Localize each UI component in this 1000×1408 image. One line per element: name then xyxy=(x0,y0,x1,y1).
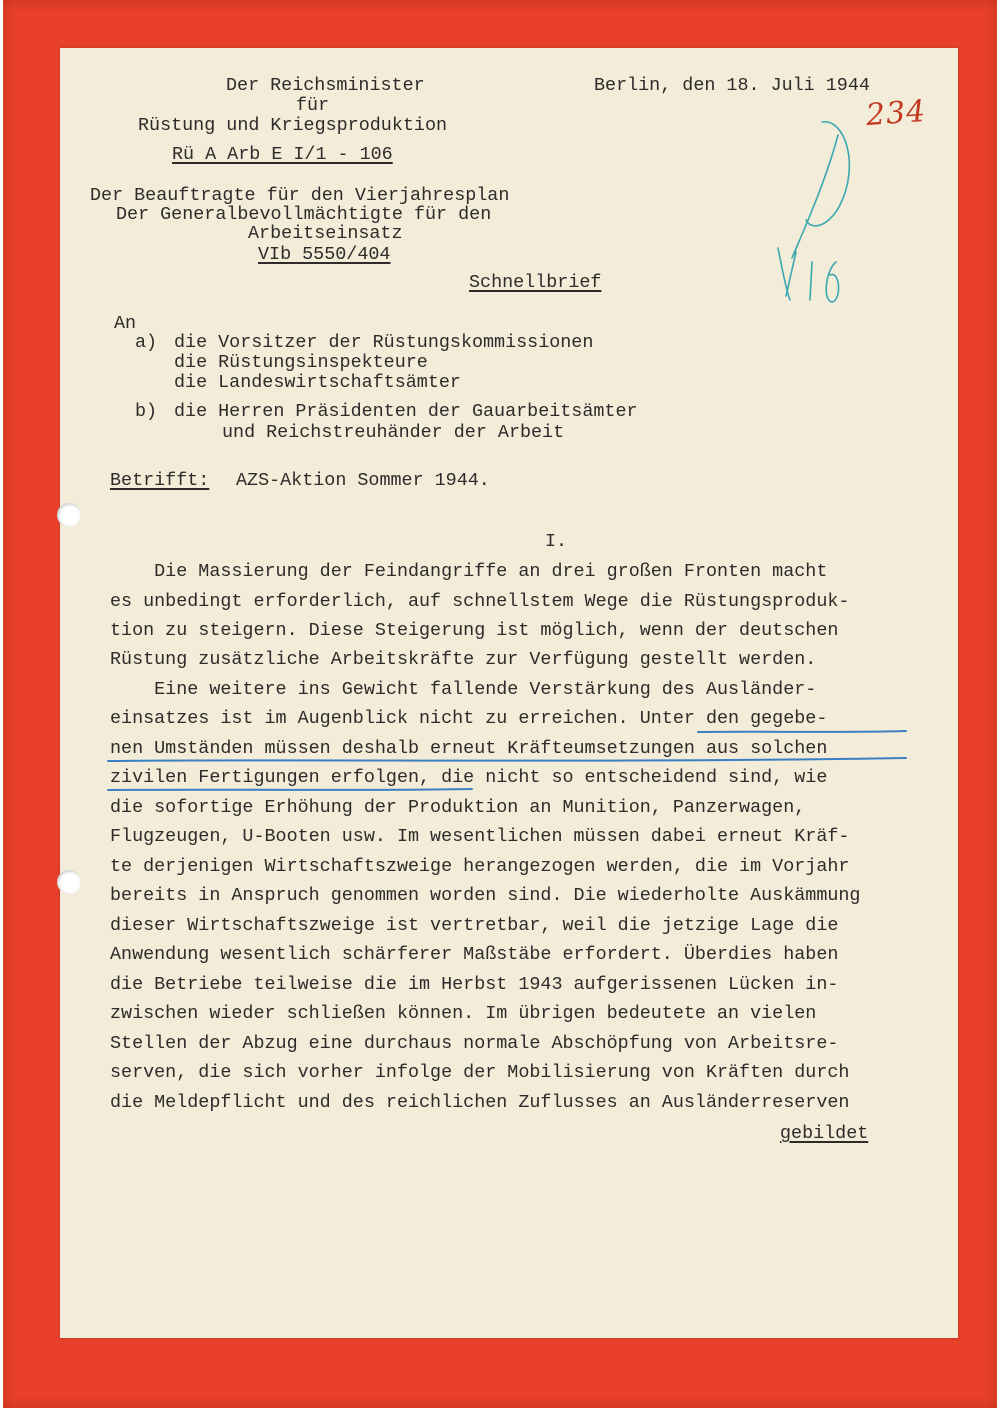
body-line: Die Massierung der Feindangriffe an drei großen Fronten macht xyxy=(110,561,828,582)
sender-reference: Rü A Arb E I/1 - 106 xyxy=(172,144,393,165)
sender-line-3: Rüstung und Kriegsproduktion xyxy=(138,115,448,136)
body-line: einsatzes ist im Augenblick nicht zu erreichen. Unter den gegebe- xyxy=(110,708,828,729)
sender-line-1: Der Reichsminister xyxy=(226,75,425,96)
recipient-a-3: die Landeswirtschaftsämter xyxy=(174,372,461,393)
body-line: te derjenigen Wirtschaftszweige herangezogen werden, die im Vorjahr xyxy=(110,856,850,877)
body-line: Flugzeugen, U-Booten usw. Im wesentlichen müssen dabei erneut Kräf- xyxy=(110,826,850,847)
recipient-b-1: die Herren Präsidenten der Gauarbeitsämter xyxy=(174,401,638,422)
body-line: zivilen Fertigungen erfolgen, die nicht so entscheidend sind, wie xyxy=(110,767,828,788)
body-line: Rüstung zusätzliche Arbeitskräfte zur Verfügung gestellt werden. xyxy=(110,649,817,670)
body-line: die sofortige Erhöhung der Produktion an Munition, Panzerwagen, xyxy=(110,797,806,818)
body-line: die Betriebe teilweise die im Herbst 1943 aufgerissenen Lücken in- xyxy=(110,974,839,995)
body-line: Eine weitere ins Gewicht fallende Verstärkung des Ausländer- xyxy=(110,679,817,700)
body-line: Stellen der Abzug eine durchaus normale Abschöpfung von Arbeitsre- xyxy=(110,1033,839,1054)
sender-line-2: für xyxy=(296,95,330,116)
body-line: nen Umständen müssen deshalb erneut Kräfteumsetzungen aus solchen xyxy=(110,738,828,759)
subject-label: Betrifft: xyxy=(110,470,210,491)
body-line: die Meldepflicht und des reichlichen Zuflusses an Ausländerreserven xyxy=(110,1092,850,1113)
recipients-label: An xyxy=(114,313,137,334)
body-line: zwischen wieder schließen können. Im übrigen bedeutete an vielen xyxy=(110,1003,817,1024)
punch-hole-bottom xyxy=(57,870,81,894)
recipient-a-1: die Vorsitzer der Rüstungskommissionen xyxy=(174,332,594,353)
cosender-reference: VIb 5550/404 xyxy=(258,244,391,265)
section-number: I. xyxy=(545,531,568,552)
body-line: es unbedingt erforderlich, auf schnellstem Wege die Rüstungsproduk- xyxy=(110,591,850,612)
recipient-a-2: die Rüstungsinspekteure xyxy=(174,352,428,373)
cosender-line-2: Der Generalbevollmächtigte für den xyxy=(116,204,492,225)
letter-type: Schnellbrief xyxy=(469,272,602,293)
place-date: Berlin, den 18. Juli 1944 xyxy=(594,75,870,96)
cosender-line-1: Der Beauftragte für den Vierjahresplan xyxy=(90,185,510,206)
body-line: dieser Wirtschaftszweige ist vertretbar, weil die jetzige Lage die xyxy=(110,915,839,936)
body-line: tion zu steigern. Diese Steigerung ist möglich, wenn der deutschen xyxy=(110,620,839,641)
body-line: Anwendung wesentlich schärferer Maßstäbe erfordert. Überdies haben xyxy=(110,944,839,965)
body-line: bereits in Anspruch genommen worden sind. Die wiederholte Auskämmung xyxy=(110,885,861,906)
punch-hole-top xyxy=(57,503,81,527)
recipient-group-b-marker: b) xyxy=(135,401,158,422)
recipient-b-2: und Reichstreuhänder der Arbeit xyxy=(222,422,565,443)
cosender-line-3: Arbeitseinsatz xyxy=(248,223,403,244)
recipient-group-a-marker: a) xyxy=(135,332,158,353)
body-line: serven, die sich vorher infolge der Mobilisierung von Kräften durch xyxy=(110,1062,850,1083)
handwritten-page-number: 234 xyxy=(864,93,928,134)
subject-text: AZS-Aktion Sommer 1944. xyxy=(236,470,490,491)
page-catchword: gebildet xyxy=(780,1123,869,1144)
